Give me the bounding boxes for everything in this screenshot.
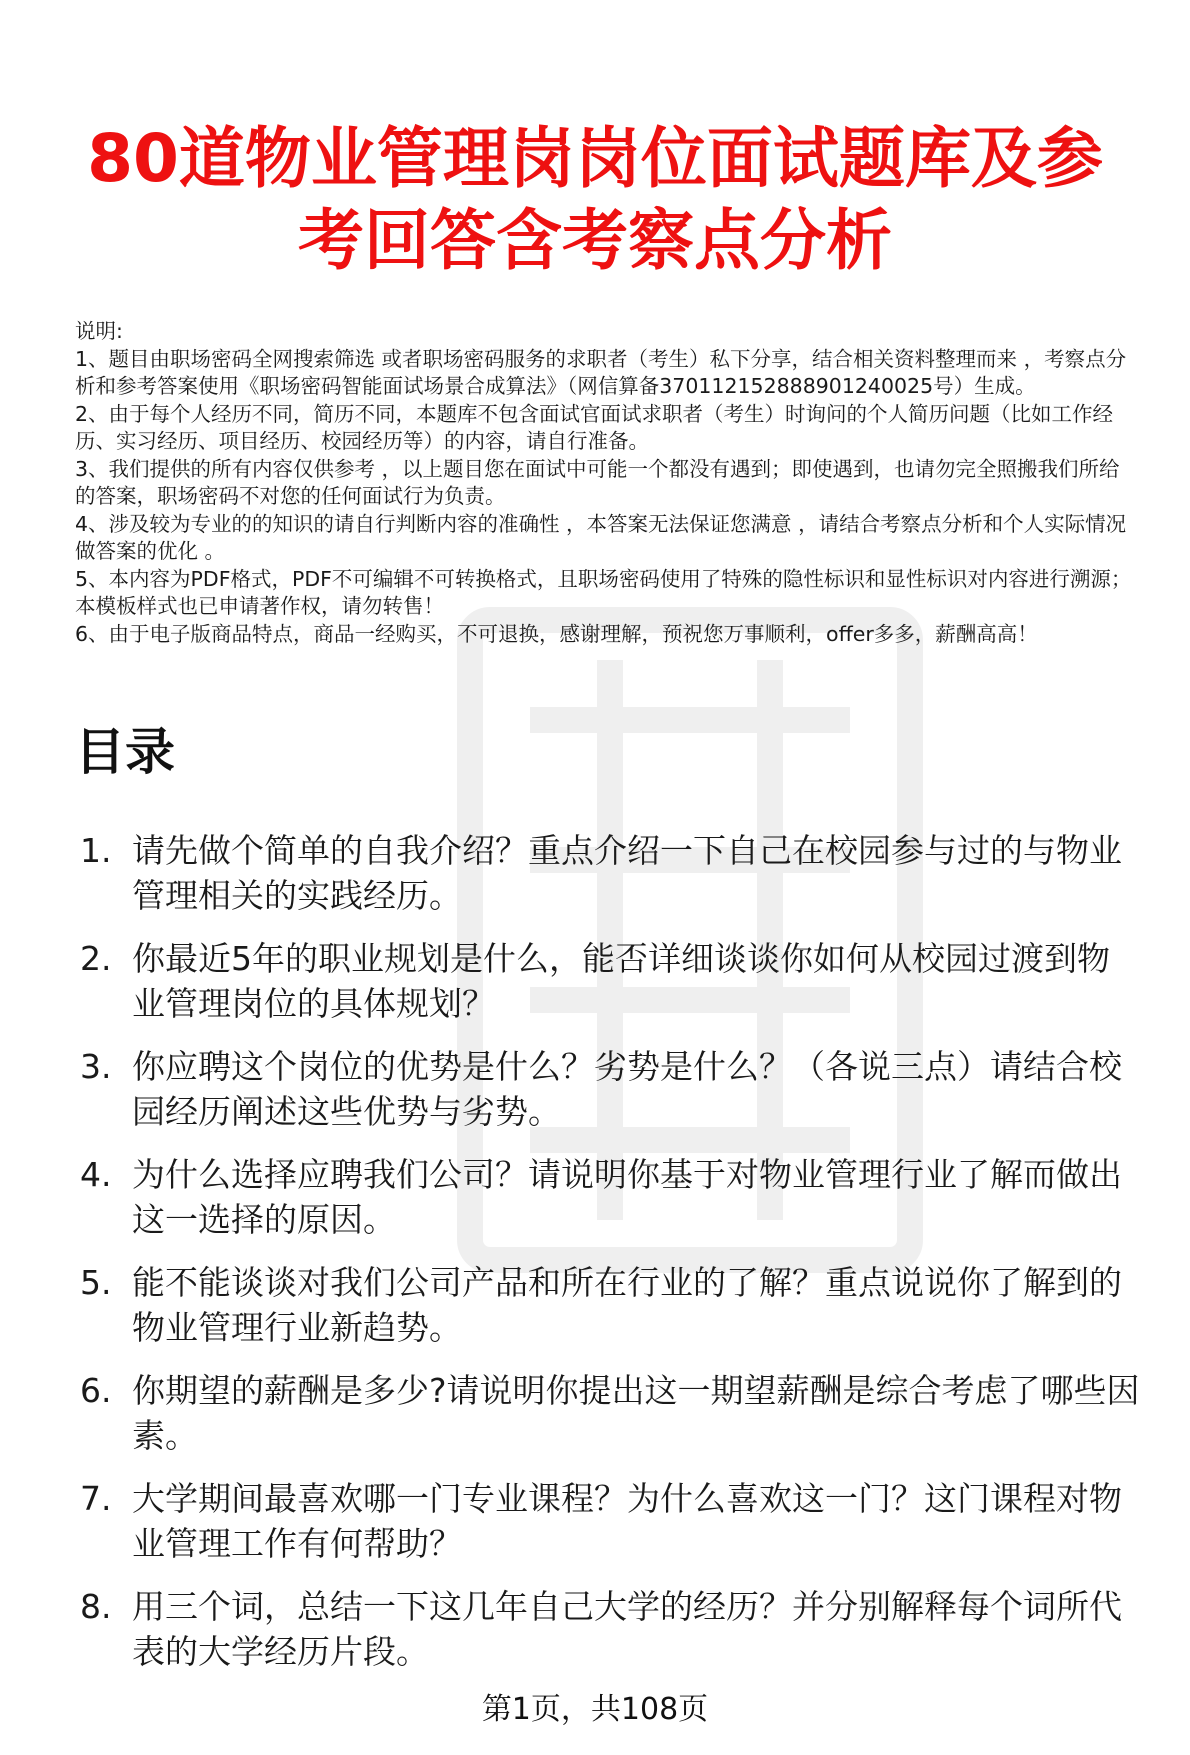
page-number-footer: 第1页，共108页 [481,1692,709,1727]
toc-heading: 目录 [75,723,175,781]
document-title: 80道物业管理岗岗位面试题库及参考回答含考察点分析 [87,120,1103,279]
toc-item-text: 为什么选择应聘我们公司？请说明你基于对物业管理行业了解而做出这一选择的原因。 [132,1155,1122,1239]
toc-item-number: 7. [80,1479,112,1518]
note-item: 2、由于每个人经历不同，简历不同，本题库不包含面试官面试求职者（考生）时询问的个人简历问题（比如工作经历、实习经历、项目经历、校园经历等）的内容，请自行准备。 [75,401,1114,453]
toc-item-text: 大学期间最喜欢哪一门专业课程？为什么喜欢这一门？这门课程对物业管理工作有何帮助？ [132,1479,1122,1563]
toc-item-number: 5. [80,1263,112,1302]
toc-item-text: 你期望的薪酬是多少?请说明你提出这一期望薪酬是综合考虑了哪些因素。 [132,1371,1140,1455]
toc-item[interactable] [80,828,1140,918]
notes-section [75,318,1132,648]
toc-item-number: 4. [80,1155,112,1194]
note-item: 6、由于电子版商品特点，商品一经购买，不可退换，感谢理解，预祝您万事顺利，offer多多，薪酬高高！ [75,621,1038,646]
toc-item[interactable] [80,1152,1140,1242]
toc-list [80,828,1140,1692]
note-item: 1、题目由职场密码全网搜索筛选 或者职场密码服务的求职者（考生）私下分享，结合相关资料整理而来 ，考察点分析和参考答案使用《职场密码智能面试场景合成算法》（网信算备370112152888901240025号）生成。 [75,346,1127,398]
toc-item-number: 8. [80,1587,112,1626]
toc-item[interactable] [80,1584,1140,1674]
toc-item-text: 你应聘这个岗位的优势是什么？劣势是什么？（各说三点）请结合校园经历阐述这些优势与劣势。 [132,1047,1122,1131]
note-item: 3、我们提供的所有内容仅供参考 ，以上题目您在面试中可能一个都没有遇到；即使遇到，也请勿完全照搬我们所给的答案，职场密码不对您的任何面试行为负责。 [75,456,1120,508]
toc-item-text: 能不能谈谈对我们公司产品和所在行业的了解？重点说说你了解到的物业管理行业新趋势。 [132,1263,1122,1347]
note-item: 4、涉及较为专业的的知识的请自行判断内容的准确性 ，本答案无法保证您满意 ，请结合考察点分析和个人实际情况做答案的优化 。 [75,511,1127,563]
toc-item-text: 用三个词，总结一下这几年自己大学的经历？并分别解释每个词所代表的大学经历片段。 [132,1587,1122,1671]
notes-heading: 说明: [75,319,123,343]
toc-item[interactable] [80,1476,1140,1566]
toc-item[interactable] [80,1260,1140,1350]
toc-item[interactable] [80,936,1140,1026]
toc-item-number: 1. [80,831,112,870]
toc-item[interactable] [80,1044,1140,1134]
note-item: 5、本内容为PDF格式，PDF不可编辑不可转换格式，且职场密码使用了特殊的隐性标识和显性标识对内容进行溯源；本模板样式也已申请著作权，请勿转售！ [75,566,1132,618]
toc-item-text: 请先做个简单的自我介绍？重点介绍一下自己在校园参与过的与物业管理相关的实践经历。 [132,831,1122,915]
toc-item-number: 2. [80,939,112,978]
toc-item-number: 6. [80,1371,112,1410]
toc-item-number: 3. [80,1047,112,1086]
toc-item[interactable] [80,1368,1140,1458]
toc-item-text: 你最近5年的职业规划是什么，能否详细谈谈你如何从校园过渡到物业管理岗位的具体规划？ [132,939,1110,1023]
